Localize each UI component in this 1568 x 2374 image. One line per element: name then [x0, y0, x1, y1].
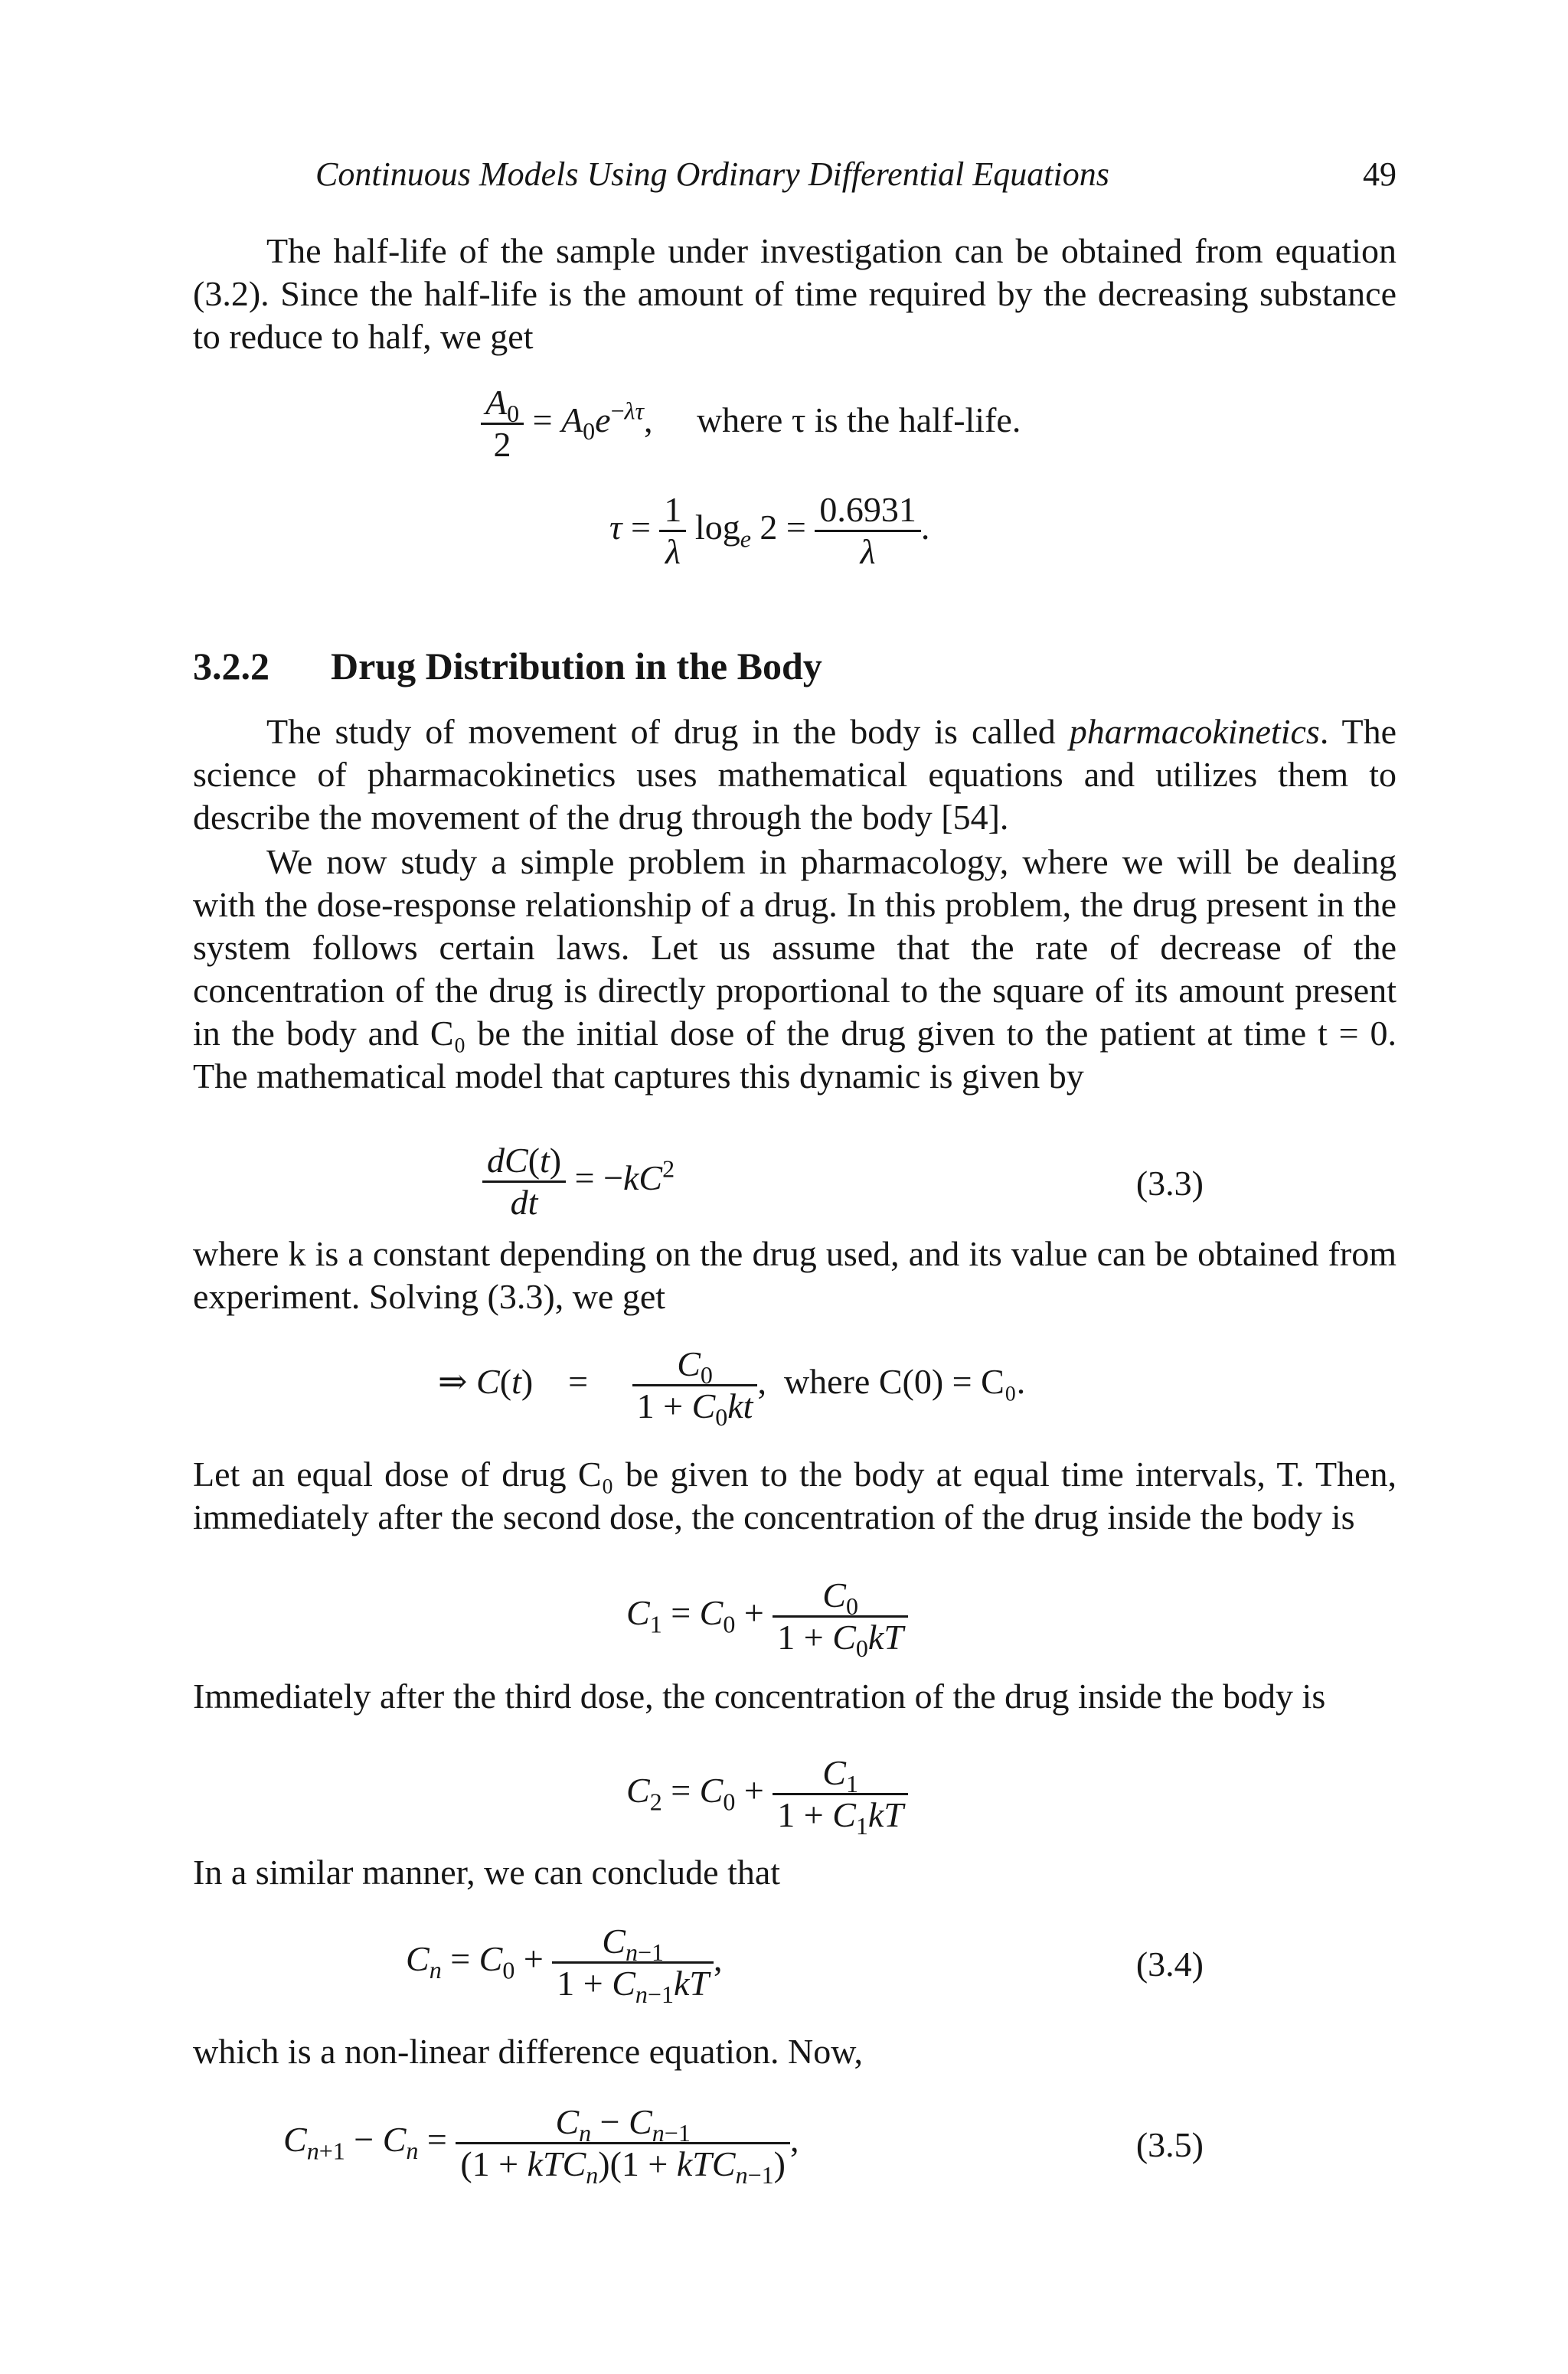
equation-3-3: $\frac{dC(t)}{dt}$ = $-kC^2$ (3.3): [0, 1141, 1204, 1217]
pharmacokinetics-term: pharmacokinetics: [1069, 712, 1320, 751]
running-title: Continuous Models Using Ordinary Differential Equations: [315, 155, 1109, 193]
section-number: 3.2.2: [193, 645, 270, 687]
equation-label: (3.4): [1135, 1945, 1204, 1984]
equation-c2: $C_2 = C_0$ + $\frac{C_1}{1 + C_1kT}$: [626, 1753, 908, 1835]
equation-3-5: $C_{n+1} - C_n$ = $\frac{C_n - C_{n-1}}{(1 + kTC_n)(1 + kTC_{n-1})}$ , (3.5): [283, 2102, 1204, 2190]
paragraph-model: We now study a simple problem in pharmacology, where we will be dealing with the dose-response relationship of a drug. In this problem, the drug present in the system follows certain laws. Let us assume that the rate of decrease of the concentration of the drug is directly proportional to the square of its amount present in the body and C₀ be the initial dose of the drug given to the patient at time t = 0. The mathematical model that captures this dynamic is given by: [193, 842, 1396, 1096]
half-life-note: where τ is the half-life.: [696, 400, 1021, 440]
running-header: [193, 153, 1396, 199]
equation-half-life: $\frac{A_0}{2}$ = $A_0e^{-\lambda\tau}$, where τ is the half-life.: [481, 383, 1021, 465]
page-number: 49: [1363, 155, 1396, 193]
paragraph-equal-dose: Let an equal dose of drug C₀ be given to the body at equal time intervals, T. Then, immediately after the second dose, the concentration of the drug inside the body is: [193, 1455, 1396, 1536]
equation-c1: $C_1 = C_0$ + $\frac{C_0}{1 + C_0kT}$: [626, 1576, 908, 1657]
equation-label: (3.5): [1135, 2125, 1204, 2164]
paragraph-pharmacokinetics: The study of movement of drug in the body is called pharmacokinetics. The science of pharmacokinetics uses mathematical equations and utilizes them to describe the movement of the drug through the body [54].: [193, 712, 1396, 837]
solution-note: where C(0) = C₀.: [783, 1362, 1026, 1402]
paragraph-similar: In a similar manner, we can conclude that: [193, 1853, 781, 1892]
paragraph-half-life: The half-life of the sample under investigation can be obtained from equation (3.2). Since the half-life is the amount of time required by the decreasing substance to reduce to half, we get: [193, 231, 1396, 356]
section-heading: [193, 645, 822, 687]
paragraph-constant-k: where k is a constant depending on the drug used, and its value can be obtained from experiment. Solving (3.3), we get: [193, 1234, 1396, 1316]
paragraph-third-dose: Immediately after the third dose, the concentration of the drug inside the body is: [193, 1677, 1326, 1716]
equation-3-4: $C_n = C_0$ + $\frac{C_{n-1}}{1 + C_{n-1}kT}$ , (3.4): [406, 1922, 1204, 2009]
equation-solution: ⇒ C(t) = $\frac{C_0}{1 + C_0kt}$ , where C(0) = C₀.: [438, 1344, 1026, 1432]
equation-label: (3.3): [1135, 1164, 1204, 1203]
equation-tau: τ = $\frac{1}{\lambda}$ $\log_e 2$ = $\frac{0.6931}{\lambda}$ .: [609, 490, 930, 571]
tau-constant: 0.6931: [815, 490, 921, 532]
section-title: Drug Distribution in the Body: [331, 645, 822, 687]
paragraph-nonlinear: which is a non-linear difference equation. Now,: [193, 2032, 863, 2071]
